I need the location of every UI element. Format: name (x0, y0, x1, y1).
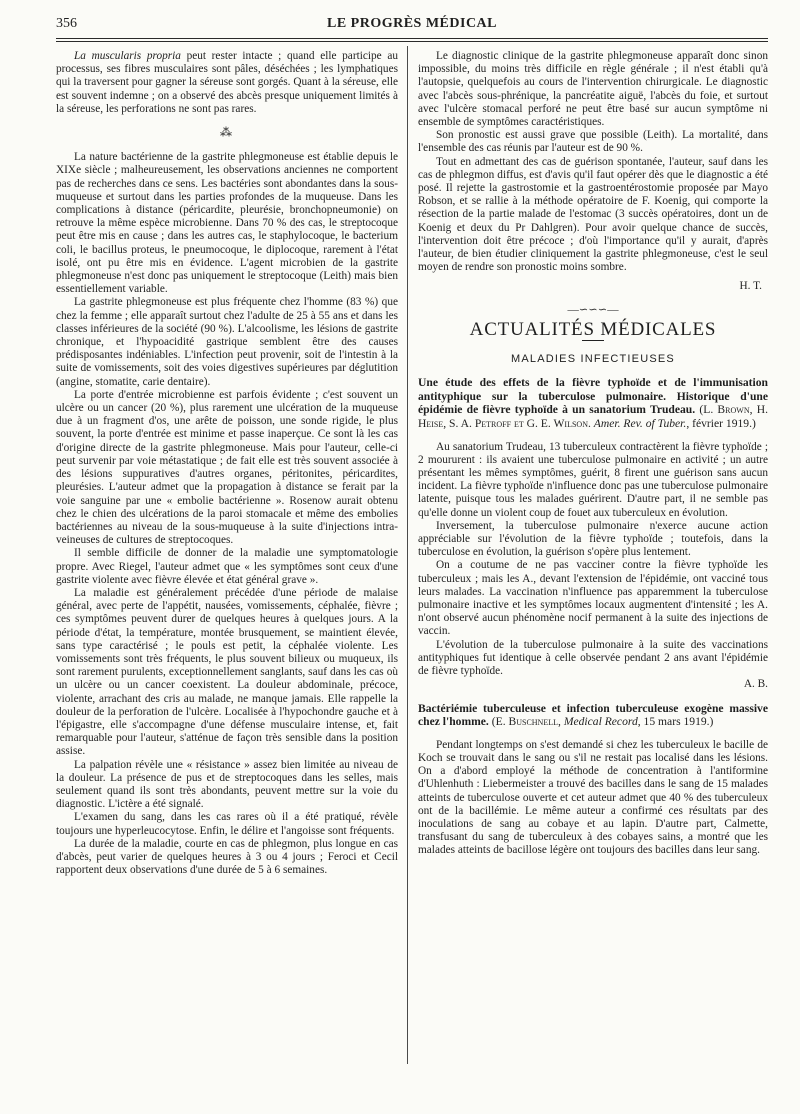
page-number: 356 (56, 16, 77, 31)
paragraph: La maladie est généralement précédée d'une période de malaise général, avec perte de l'appétit, nausées, vomissements, céphalée, fièvre ; ces symptômes peuvent durer de quelques heures à quelques jours. A la période d'état, la température, montée brusquement, se maintient élevée, sans type caractérisé ; le pouls est petit, la céphalée violente. Les vomissements sont très fréquents, le plus souvent bilieux ou muqueux, ils sont rarement purulents, exceptionnellement sanglants, sauf dans les cas où un ulcère ou un cancer coexistent. La douleur abdominale, précoce, violente, arrachant des cris au malade, ne manque jamais. Elle rappelle la douleur de la perforation de l'ulcère. Localisée à l'hypochondre gauche et à l'épigastre, elle s'accompagne d'une défense musculaire intense, et, fait remarquable pour l'auteur, s'atténue de façon très sensible dans la position assise. (56, 586, 398, 758)
article-date: , février 1919.) (686, 417, 756, 431)
paragraph: Inversement, la tuberculose pulmonaire n'exerce aucune action appréciable sur l'évolution de la fièvre typhoïde ; toutefois, dans la tuberculose en évolution, la guérison s'opère plus lentement. (418, 519, 768, 559)
paragraph: L'examen du sang, dans les cas rares où il a été pratiqué, révèle toujours une hyperleucocytose. Enfin, le délire et l'angoisse sont fréquents. (56, 811, 398, 837)
paragraph: Au sanatorium Trudeau, 13 tuberculeux contractèrent la fièvre typhoïde ; 2 moururent : ils avaient une tuberculose pulmonaire en activité ; un autre présentant les mêmes symptômes, guérit, 8 firent une guérison sans aucun incident. La fièvre typhoïde n'influence donc pas une tuberculose pulmonaire latente, puisque tous les malades guérirent. D'autre part, il ne semble pas qu'elle donne un violent coup de fouet aux tuberculeux en évolution. (418, 440, 768, 519)
section-title: ACTUALITÉS MÉDICALES (469, 318, 717, 340)
journal-title: LE PROGRÈS MÉDICAL (326, 16, 498, 31)
spacer (418, 692, 768, 702)
article-date: , 15 mars 1919.) (637, 715, 714, 729)
paragraph: Pendant longtemps on s'est demandé si chez les tuberculeux le bacille de Koch se trouvait dans le sang ou s'il ne restait pas localisé dans les lésions. On a d'abord employé la méthode de concentration à l'antiformine d'Uhlenhuth : Liebermeister a trouvé des bacilles dans le sang de 15 malades atteints de tuberculose ouverte et cet auteur admet que 40 % des tuberculeux ont de la bacillémie. Le même auteur a confirmé ces résultats par des inoculations de sang au cobaye et au lapin. D'autre part, Calmette, transfusant du sang de tuberculeux à des cobayes sains, a montré que les malades atteints de bacillose légère ont toujours des bacilles dans leur sang. (418, 738, 768, 857)
paragraph: Son pronostic est aussi grave que possible (Leith). La mortalité, dans l'ensemble des cas réunis par l'auteur est de 90 %. (418, 129, 768, 155)
header-rule-top (56, 38, 768, 39)
article-heading (418, 702, 768, 729)
paragraph: Il semble difficile de donner de la maladie une symptomatologie propre. Avec Riegel, l'auteur admet que « les symptômes sont ceux d'une gastrite violente avec fièvre élevée et état général grave ». (56, 547, 398, 586)
paragraph: La porte d'entrée microbienne est parfois évidente ; c'est souvent un ulcère ou un cancer (20 %), plus rarement une ulcération de la muqueuse due à un fragment d'os, une arête de poisson, une sonde rigide, le plus souvent, la porte d'entrée est minime et passe inaperçue. Ce sont là les cas d'origine directe de la gastrite phlegmoneuse. Mais pour l'auteur, celle-ci peut survenir par voie métastatique ; de fait elle est très souvent associée à des lésions suppuratives d'autres organes, péritonites, péricardites, pleurésies. L'auteur admet que la propagation à distance se ferait par la voie sanguine par une « embolie bactérienne ». Rosenow aurait obtenu chez le chien des ulcérations de la paroi stomacale et même des embolies bactériennes au niveau de la sous-muqueuse à la suite d'injections intra-veineuses de cultures de streptocoques. (56, 388, 398, 547)
title-rule (582, 340, 604, 341)
header-rule-bottom (56, 41, 768, 42)
paragraph: La nature bactérienne de la gastrite phlegmoneuse est établie depuis le XIXe siècle ; malheureusement, les observations anciennes ne comportent pas de recherches dans ce sens. Les bactéries sont abondantes dans la sous-muqueuse et surtout dans les parties profondes de la muqueuse. Dans les complications à distance (péricardite, pleurésie, bronchopneumonie) on retrouve la même espèce microbienne. Dans 70 % des cas, le streptocoque peut être mis en cause ; dans les autres cas, le staphylocoque, le bacterium coli, le bacillus proteus, le pneumocoque, le diplocoque, rarement à l'état isolé, ont pu être mis en évidence. L'agent microbien de la gastrite phlegmoneuse n'est donc pas uniquement le streptocoque (Leith) mais bien essentiellement variable. (56, 151, 398, 296)
paragraph: La durée de la maladie, courte en cas de phlegmon, plus longue en cas d'abcès, peut varier de quelques heures à 3 ou 4 jours ; Feroci et Cecil rapportent deux observations d'une durée de 5 à 6 semaines. (56, 837, 398, 877)
article-title: Bactériémie tuberculeuse et infection tuberculeuse exogène massive chez l'homme. (418, 701, 768, 729)
paragraph: On a coutume de ne pas vacciner contre la fièvre typhoïde les tuberculeux ; mais les A., devant l'extension de l'épidémie, ont vacciné tous leurs malades. La vaccination n'influence pas apparemment la tuberculose pulmonaire inactive et les symptômes locaux augmentent d'intensité ; les A. n'ont observé aucun phénomène nocif permanent à la suite des injections de vaccin. (418, 559, 768, 638)
subsection-heading: MALADIES INFECTIEUSES (511, 353, 675, 366)
asterism-separator: ⁂ (220, 125, 234, 140)
article-journal: Medical Record (563, 715, 638, 729)
paragraph: Le diagnostic clinique de la gastrite phlegmoneuse apparaît donc sinon impossible, du moins très difficile en règle générale ; il n'est établi qu'à l'autopsie, quelquefois au cours de l'intervention chirurgicale. Le diagnostic avec l'abcès sous-phrénique, la pancréatite aiguë, l'abcès du foie, et surtout avec l'ulcère stomacal perforé ne peut être basé sur aucun symptôme ni ensemble de symptômes caractéristiques. (418, 50, 768, 129)
paragraph: La gastrite phlegmoneuse est plus fréquente chez l'homme (83 %) que chez la femme ; elle apparaît surtout chez l'adulte de 25 à 55 ans et dans les classes inférieures de la société (90 %). L'alcoolisme, les lésions de gastrite chronique, et l'hypoacidité gastrique semblent être des causes prédisposantes indéniables. L'infection peut provenir, soit de l'intestin à la suite de vomissements, soit des voies digestives supérieures par déglutition (angine, stomatite, carie dentaire). (56, 296, 398, 388)
ornament-divider: —∽∽∽— (567, 303, 619, 316)
column-divider (407, 46, 408, 1064)
right-column (418, 50, 768, 858)
paragraph: La palpation révèle une « résistance » assez bien limitée au niveau de la douleur. La présence de pus et de streptocoques dans les selles, mais seulement quand ils sont très abondants, peuvent mettre sur la voie du diagnostic. L'ictère a été signalé. (56, 758, 398, 811)
paragraph: La muscularis propria peut rester intacte ; quand elle participe au processus, ses fibres musculaires sont pâles, déséchées ; les lymphatiques qui la traversent pour gagner la séreuse sont gorgés. Quant à la séreuse, elle est souvent indemne ; on a observé des abcès presque uniquement limités à la séreuse, les perforations ne sont pas rares. (56, 50, 398, 115)
article-title: Une étude des effets de la fièvre typhoïde et de l'immunisation antityphique sur la tuberculose pulmonaire. Historique d'une épidémie de fièvre typhoïde à un sanatorium Trudeau. (418, 376, 768, 417)
latin-term: La muscularis propria (74, 50, 181, 62)
article-authors: (E. Buschnell, (491, 715, 561, 729)
article-authors: (L. Brown, H. Heise, S. A. Petroff et G. E. Wilson. (418, 403, 768, 431)
page-header (56, 14, 768, 38)
paragraph: Tout en admettant des cas de guérison spontanée, l'auteur, sauf dans les cas de phlegmon diffus, est d'avis qu'il faut opérer dès que le diagnostic a été posé. Il rejette la gastrostomie et la gastroentérostomie proposée par Mayo Robson, et se rallie à la méthode opératoire de F. Koenig, qui comporte la résection de la partie malade de l'estomac (3 succès opératoires, dont un de Koenig et deux du Pr Dahlgren). Pour avoir quelque chance de succès, l'intervention doit être précoce ; d'où l'importance qu'il y aurait, d'après l'auteur, de bien étudier cliniquement la gastrite phlegmoneuse, c'est le seul moyen de rendre son pronostic moins sombre. (418, 155, 768, 274)
author-signature: H. T. (739, 280, 762, 293)
article-journal: Amer. Rev. of Tuber. (593, 417, 687, 431)
article-heading (418, 376, 768, 430)
left-column (56, 50, 398, 877)
author-signature: A. B. (743, 678, 768, 691)
paragraph: L'évolution de la tuberculose pulmonaire à la suite des vaccinations antityphiques fut identique à celle observée pendant 2 ans avant l'épidémie de fièvre typhoïde. (418, 638, 768, 678)
